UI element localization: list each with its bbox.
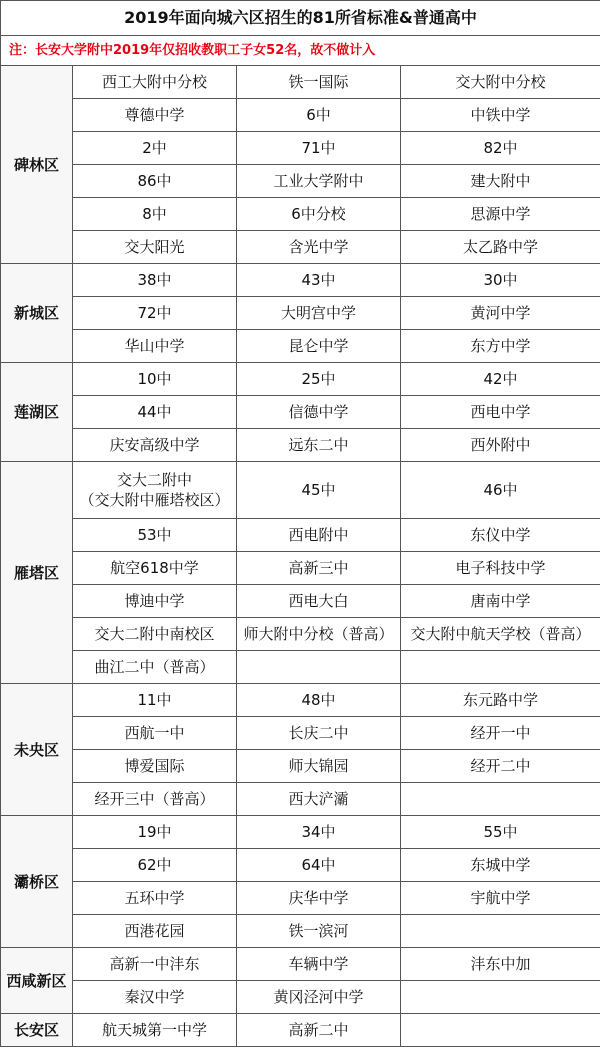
district-name: 未央区 [1,684,73,816]
table-row [1,882,600,915]
school-cell: 西港花园 [73,915,237,948]
school-cell: 东方中学 [401,330,600,363]
school-cell: 庆华中学 [237,882,401,915]
school-cell: 昆仑中学 [237,330,401,363]
district-name: 雁塔区 [1,462,73,684]
school-cell: 东元路中学 [401,684,600,717]
table-row [1,66,600,99]
school-cell: 高新一中沣东 [73,948,237,981]
table-row [1,783,600,816]
schools-table-body [1,1,600,1047]
school-cell: 师大附中分校（普高） [237,618,401,651]
school-cell: 经开三中（普高） [73,783,237,816]
table-row [1,198,600,231]
table-row [1,684,600,717]
table-row [1,132,600,165]
school-cell: 高新三中 [237,552,401,585]
school-cell: 34中 [237,816,401,849]
table-row [1,519,600,552]
school-cell: 博迪中学 [73,585,237,618]
table-row [1,462,600,519]
school-cell: 车辆中学 [237,948,401,981]
school-cell: 博爱国际 [73,750,237,783]
school-cell: 西航一中 [73,717,237,750]
school-cell: 东城中学 [401,849,600,882]
school-cell: 电子科技中学 [401,552,600,585]
school-cell: 太乙路中学 [401,231,600,264]
table-row [1,618,600,651]
school-cell: 交大二附中南校区 [73,618,237,651]
school-cell [237,651,401,684]
school-cell: 庆安高级中学 [73,429,237,462]
school-cell: 2中 [73,132,237,165]
school-cell: 西电大白 [237,585,401,618]
title-row [1,1,600,36]
table-row [1,651,600,684]
school-cell: 交大附中航天学校（普高） [401,618,600,651]
district-name: 新城区 [1,264,73,363]
table-row [1,1014,600,1047]
school-cell: 建大附中 [401,165,600,198]
school-cell [401,1014,600,1047]
note-row [1,36,600,66]
school-cell: 71中 [237,132,401,165]
school-cell: 西大浐灞 [237,783,401,816]
school-cell: 44中 [73,396,237,429]
school-cell: 中铁中学 [401,99,600,132]
school-cell [401,651,600,684]
table-row [1,750,600,783]
table-row [1,99,600,132]
school-cell: 38中 [73,264,237,297]
school-cell: 45中 [237,462,401,519]
school-cell: 64中 [237,849,401,882]
school-cell: 东仪中学 [401,519,600,552]
note-text: 注：长安大学附中2019年仅招收教职工子女52名，故不做计入 [1,36,600,66]
school-cell: 航空618中学 [73,552,237,585]
table-row [1,948,600,981]
table-row [1,165,600,198]
table-row [1,717,600,750]
school-cell: 6中分校 [237,198,401,231]
school-cell: 11中 [73,684,237,717]
district-name: 莲湖区 [1,363,73,462]
school-cell: 华山中学 [73,330,237,363]
school-cell: 师大锦园 [237,750,401,783]
table-row [1,981,600,1014]
school-cell: 经开一中 [401,717,600,750]
school-cell: 铁一国际 [237,66,401,99]
page-title: 2019年面向城六区招生的81所省标准&普通高中 [1,1,600,36]
school-cell: 铁一滨河 [237,915,401,948]
school-cell: 含光中学 [237,231,401,264]
table-row [1,330,600,363]
school-cell [401,981,600,1014]
table-row [1,849,600,882]
district-name: 西咸新区 [1,948,73,1014]
school-cell: 黄河中学 [401,297,600,330]
school-cell: 19中 [73,816,237,849]
school-cell: 46中 [401,462,600,519]
school-cell: 航天城第一中学 [73,1014,237,1047]
school-cell: 交大阳光 [73,231,237,264]
school-cell: 43中 [237,264,401,297]
table-row [1,297,600,330]
table-row [1,915,600,948]
school-cell: 西外附中 [401,429,600,462]
school-cell: 6中 [237,99,401,132]
school-cell: 尊德中学 [73,99,237,132]
school-cell: 大明宫中学 [237,297,401,330]
school-cell: 30中 [401,264,600,297]
school-cell: 沣东中加 [401,948,600,981]
table-row [1,816,600,849]
school-cell: 48中 [237,684,401,717]
district-name: 灞桥区 [1,816,73,948]
school-cell: 高新二中 [237,1014,401,1047]
table-row [1,429,600,462]
school-cell: 西电附中 [237,519,401,552]
school-cell: 10中 [73,363,237,396]
school-cell: 25中 [237,363,401,396]
school-cell: 秦汉中学 [73,981,237,1014]
table-row [1,552,600,585]
school-cell: 唐南中学 [401,585,600,618]
table-row [1,396,600,429]
school-cell: 曲江二中（普高） [73,651,237,684]
school-cell: 宇航中学 [401,882,600,915]
school-cell [401,783,600,816]
school-cell: 五环中学 [73,882,237,915]
school-cell: 72中 [73,297,237,330]
school-cell: 55中 [401,816,600,849]
school-cell [401,915,600,948]
school-cell: 黄冈泾河中学 [237,981,401,1014]
school-cell: 长庆二中 [237,717,401,750]
school-cell: 53中 [73,519,237,552]
school-cell: 8中 [73,198,237,231]
school-cell: 工业大学附中 [237,165,401,198]
school-cell: 42中 [401,363,600,396]
school-cell: 82中 [401,132,600,165]
district-name: 长安区 [1,1014,73,1047]
table-row [1,363,600,396]
table-row [1,585,600,618]
school-cell: 62中 [73,849,237,882]
school-cell: 西电中学 [401,396,600,429]
school-cell: 思源中学 [401,198,600,231]
district-name: 碑林区 [1,66,73,264]
school-cell: 远东二中 [237,429,401,462]
school-cell: 西工大附中分校 [73,66,237,99]
school-cell: 交大二附中 （交大附中雁塔校区） [73,462,237,519]
school-cell: 86中 [73,165,237,198]
school-cell: 经开二中 [401,750,600,783]
table-row [1,231,600,264]
school-cell: 交大附中分校 [401,66,600,99]
school-cell: 信德中学 [237,396,401,429]
table-row [1,264,600,297]
